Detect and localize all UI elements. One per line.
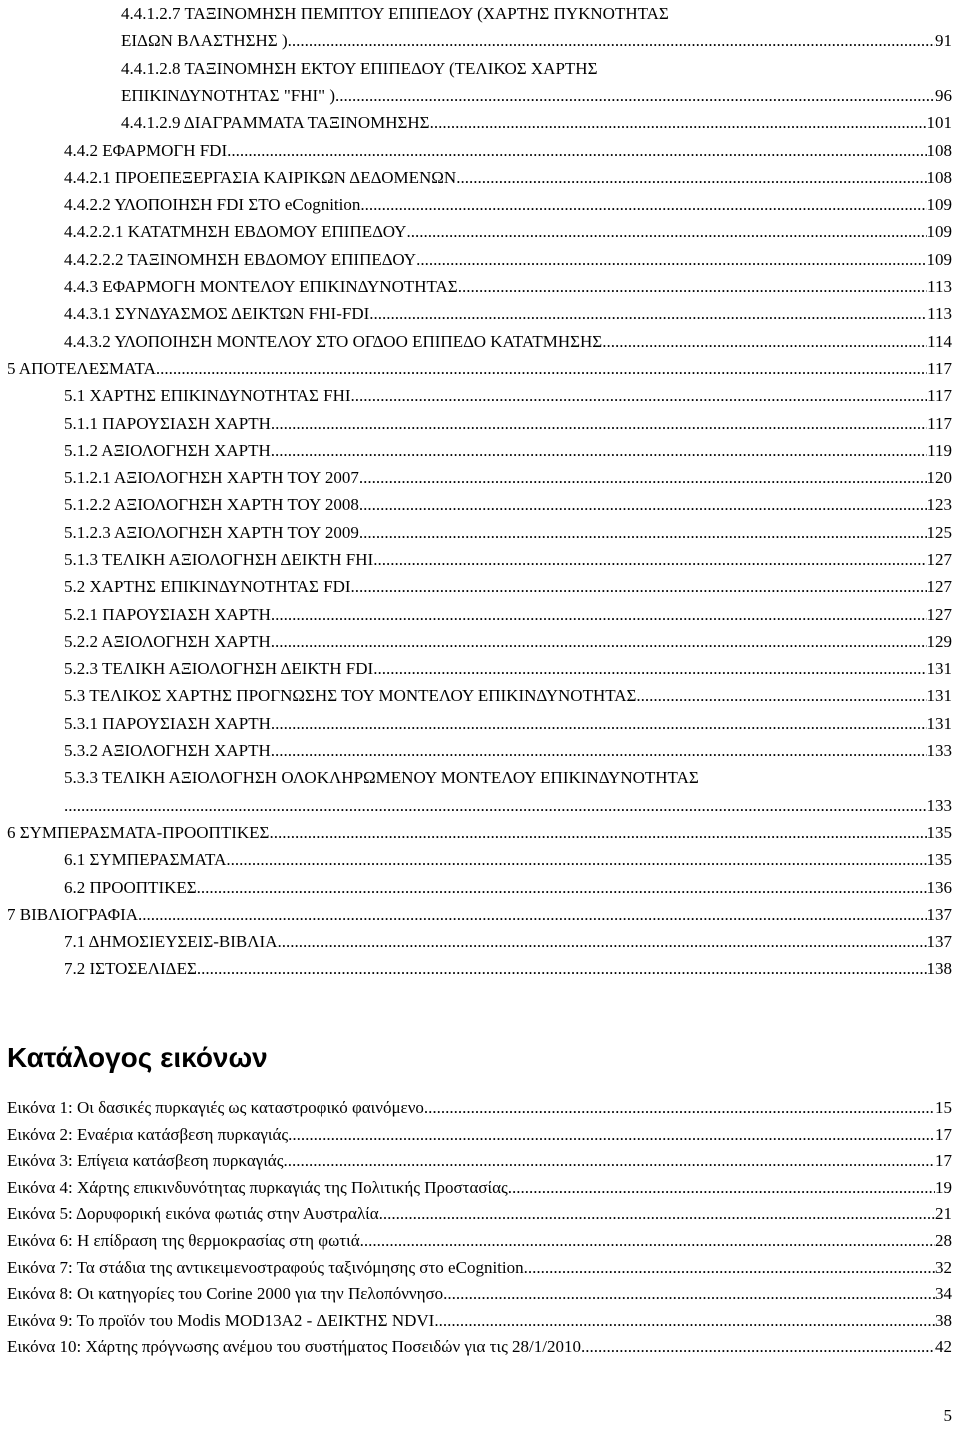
toc-entry-title: 5.1.3 ΤΕΛΙΚΗ ΑΞΙΟΛΟΓΗΣΗ ΔΕΙΚΤΗ FHI [64,550,374,569]
toc-entry-title: 5.1.2.3 ΑΞΙΟΛΟΓΗΣΗ ΧΑΡΤΗ ΤΟΥ 2009 [64,523,359,542]
toc-entry[interactable] [64,328,952,355]
toc-entry[interactable] [121,82,952,109]
toc-entry-title: 5.1 ΧΑΡΤΗΣ ΕΠΙΚΙΝΔΥΝΟΤΗΤΑΣ FHI [64,386,351,405]
toc-entry[interactable] [64,601,952,628]
toc-entry[interactable] [64,300,952,327]
dot-leader [424,1094,935,1121]
toc-entry[interactable] [64,874,952,901]
toc-entry-page: 135 [926,850,952,869]
toc-entry-title: ΕΠΙΚΙΝΔΥΝΟΤΗΤΑΣ "FHI" ). [121,86,340,105]
figure-entry[interactable] [7,1094,952,1121]
toc-entry-page: 137 [926,905,952,924]
toc-entry-page: 101 [926,113,952,132]
toc-entry-page: 91 [935,31,952,50]
toc-entry[interactable] [64,464,952,491]
toc-entry-page: 109 [926,250,952,269]
dot-leader [283,1147,935,1174]
dot-leader [524,1254,935,1281]
figure-entry-title: Εικόνα 4: Χάρτης επικινδυνότητας πυρκαγιάς της Πολιτικής Προστασίας [7,1178,508,1197]
toc-entry-page: 114 [927,332,952,351]
toc-entry-title: 4.4.2.2.2 ΤΑΞΙΝΟΜΗΣΗ ΕΒΔΟΜΟΥ ΕΠΙΠΕΔΟΥ [64,250,417,269]
dot-leader [271,410,927,437]
dot-leader [288,1121,935,1148]
dot-leader [456,164,926,191]
figure-entry-title: Εικόνα 6: Η επίδραση της θερμοκρασίας στη φωτιά [7,1231,360,1250]
toc-entry[interactable] [7,901,952,928]
figure-entry-title: Εικόνα 7: Τα στάδια της αντικειμενοστραφούς ταξινόμησης στο eCognition [7,1258,524,1277]
toc-entry-page: 117 [927,414,952,433]
toc-entry-page: 131 [926,714,952,733]
dot-leader [508,1174,935,1201]
toc-entry-page: 127 [926,550,952,569]
toc-entry[interactable] [64,682,952,709]
toc-entry-title: 5.1.1 ΠΑΡΟΥΣΙΑΣΗ ΧΑΡΤΗ [64,414,271,433]
toc-entry-page: 135 [926,823,952,842]
toc-entry-title: 5.3.1 ΠΑΡΟΥΣΙΑΣΗ ΧΑΡΤΗ [64,714,271,733]
toc-entry-title: 7.2 ΙΣΤΟΣΕΛΙΔΕΣ [64,959,197,978]
toc-entry-page: 109 [926,195,952,214]
toc-entry-title: 6.1 ΣΥΜΠΕΡΑΣΜΑΤΑ [64,850,227,869]
dot-leader [271,710,927,737]
dot-leader [360,1227,935,1254]
toc-entry-title: 7.1 ΔΗΜΟΣΙΕΥΣΕΙΣ-ΒΙΒΛΙΑ [64,932,278,951]
dot-leader [379,1200,935,1227]
dot-leader [64,792,927,819]
toc-entry[interactable] [64,519,952,546]
toc-entry-page: 127 [926,605,952,624]
figures-heading: Κατάλογος εικόνων [7,1042,268,1073]
dot-leader [360,191,926,218]
figure-entry-page: 34 [935,1284,952,1303]
dot-leader [434,1307,935,1334]
toc-entry-line1[interactable]: 4.4.1.2.8 ΤΑΞΙΝΟΜΗΣΗ ΕΚΤΟΥ ΕΠΙΠΕΔΟΥ (ΤΕΛΙΚΟΣ ΧΑΡΤΗΣ [121,59,598,78]
toc-entry-title: 4.4.2.1 ΠΡΟΕΠΕΞΕΡΓΑΣΙΑ ΚΑΙΡΙΚΩΝ ΔΕΔΟΜΕΝΩΝ [64,168,457,187]
toc-entry[interactable] [64,437,952,464]
dot-leader [443,1280,935,1307]
figure-entry-page: 21 [935,1204,952,1223]
toc-entry-title: 4.4.1.2.9 ΔΙΑΓΡΑΜΜΑΤΑ ΤΑΞΙΝΟΜΗΣΗΣ [121,113,430,132]
figure-entry-page: 38 [935,1311,952,1330]
toc-entry[interactable] [64,246,952,273]
dot-leader [373,655,926,682]
toc-entry-title: 5.3.2 ΑΞΙΟΛΟΓΗΣΗ ΧΑΡΤΗ [64,741,271,760]
figure-entry-page: 42 [935,1337,952,1356]
toc-entry-page: 108 [926,168,952,187]
figure-entry-page: 17 [935,1151,952,1170]
toc-entry-title: 7 ΒΙΒΛΙΟΓΡΑΦΙΑ [7,905,139,924]
page-number: 5 [943,1406,952,1425]
toc-entry-title: 4.4.3.1 ΣΥΝΔΥΑΣΜΟΣ ΔΕΙΚΤΩΝ FHI-FDI [64,304,370,323]
dot-leader [373,546,926,573]
figure-entry-page: 17 [935,1125,952,1144]
toc-entry-title: 5.3 ΤΕΛΙΚΟΣ ΧΑΡΤΗΣ ΠΡΟΓΝΩΣΗΣ ΤΟΥ ΜΟΝΤΕΛΟΥ ΕΠΙΚΙΝΔΥΝΟΤΗΤΑΣ [64,686,637,705]
toc-entry-page: 133 [926,741,952,760]
toc-entry-title: 4.4.3 ΕΦΑΡΜΟΓΗ ΜΟΝΤΕΛΟΥ ΕΠΙΚΙΝΔΥΝΟΤΗΤΑΣ [64,277,458,296]
figure-entry-title: Εικόνα 5: Δορυφορική εικόνα φωτιάς στην Αυστραλία [7,1204,379,1223]
toc-entry-title: 6 ΣΥΜΠΕΡΑΣΜΑΤΑ-ΠΡΟΟΠΤΙΚΕΣ [7,823,270,842]
toc-entry-title: 4.4.2.2 ΥΛΟΠΟΙΗΣΗ FDI ΣΤΟ eCognition [64,195,361,214]
toc-entry[interactable] [64,410,952,437]
dot-leader [269,819,926,846]
figure-entry-page: 32 [935,1258,952,1277]
toc-entry-page: 123 [926,495,952,514]
dot-leader [602,328,927,355]
toc-entry[interactable] [121,27,952,54]
toc-entry[interactable] [64,846,952,873]
toc-entry-page: 113 [927,304,952,323]
dot-leader [369,300,927,327]
dot-leader [138,901,926,928]
figure-entry-title: Εικόνα 8: Οι κατηγορίες του Corine 2000 για την Πελοπόννησο [7,1284,444,1303]
toc-entry-page: 120 [926,468,952,487]
figure-entry-page: 19 [935,1178,952,1197]
toc-entry-line1[interactable]: 4.4.1.2.7 ΤΑΞΙΝΟΜΗΣΗ ΠΕΜΠΤΟΥ ΕΠΙΠΕΔΟΥ (ΧΑΡΤΗΣ ΠΥΚΝΟΤΗΤΑΣ [121,4,669,23]
toc-entry[interactable] [64,164,952,191]
dot-leader [339,82,935,109]
dot-leader [156,355,927,382]
toc-entry[interactable] [64,218,952,245]
dot-leader [359,519,927,546]
dot-leader [359,464,927,491]
figure-entry-title: Εικόνα 10: Χάρτης πρόγνωσης ανέμου του συστήματος Ποσειδών για τις 28/1/2010 [7,1337,582,1356]
dot-leader [227,137,926,164]
figure-entry[interactable] [7,1200,952,1227]
toc-entry[interactable] [64,491,952,518]
dot-leader [271,737,927,764]
toc-entry-title: 6.2 ΠΡΟΟΠΤΙΚΕΣ [64,878,197,897]
toc-entry-page: 108 [926,141,952,160]
figure-entry[interactable] [7,1121,952,1148]
toc-entry-line1[interactable]: 5.3.3 ΤΕΛΙΚΗ ΑΞΙΟΛΟΓΗΣΗ ΟΛΟΚΛΗΡΩΜΕΝΟΥ ΜΟΝΤΕΛΟΥ ΕΠΙΚΙΝΔΥΝΟΤΗΤΑΣ [64,768,699,787]
toc-entry-page: 96 [935,86,952,105]
figure-entry-title: Εικόνα 3: Επίγεια κατάσβεση πυρκαγιάς [7,1151,284,1170]
toc-entry-page: 131 [926,659,952,678]
toc-entry[interactable] [7,819,952,846]
toc-entry[interactable] [64,137,952,164]
figure-entry-page: 28 [935,1231,952,1250]
toc-entry[interactable] [64,792,952,819]
toc-entry[interactable] [64,191,952,218]
figure-entry-title: Εικόνα 9: Το προϊόν του Modis MOD13A2 - ΔΕΙΚΤΗΣ NDVI [7,1311,435,1330]
dot-leader [277,928,926,955]
toc-entry-title: 5.1.2.1 ΑΞΙΟΛΟΓΗΣΗ ΧΑΡΤΗ ΤΟΥ 2007 [64,468,359,487]
figure-entry-page: 15 [935,1098,952,1117]
dot-leader [197,874,927,901]
dot-leader [351,382,928,409]
toc-entry-title: 4.4.2 ΕΦΑΡΜΟΓΗ FDI [64,141,228,160]
toc-entry-title: 5 ΑΠΟΤΕΛΕΣΜΑΤΑ [7,359,156,378]
dot-leader [271,601,927,628]
dot-leader [430,109,927,136]
toc-entry[interactable] [64,955,952,982]
toc-entry-title: 5.2.3 ΤΕΛΙΚΗ ΑΞΙΟΛΟΓΗΣΗ ΔΕΙΚΤΗ FDI [64,659,374,678]
toc-entry-page: 117 [927,359,952,378]
dot-leader [226,846,926,873]
toc-entry-page: 127 [926,577,952,596]
toc-entry-title: 5.2.2 ΑΞΙΟΛΟΓΗΣΗ ΧΑΡΤΗ [64,632,271,651]
figure-entry[interactable] [7,1254,952,1281]
dot-leader [406,218,926,245]
toc-entry-title: 5.1.2 ΑΞΙΟΛΟΓΗΣΗ ΧΑΡΤΗ [64,441,271,460]
toc-entry[interactable] [64,573,952,600]
figure-entry[interactable] [7,1227,952,1254]
figure-entry[interactable] [7,1147,952,1174]
toc-entry-title: 5.2 ΧΑΡΤΗΣ ΕΠΙΚΙΝΔΥΝΟΤΗΤΑΣ FDI [64,577,351,596]
toc-entry[interactable] [64,655,952,682]
toc-entry-title: 5.1.2.2 ΑΞΙΟΛΟΓΗΣΗ ΧΑΡΤΗ ΤΟΥ 2008 [64,495,359,514]
dot-leader [581,1333,935,1360]
toc-entry-page: 129 [926,632,952,651]
toc-entry-title: ΕΙΔΩΝ ΒΛΑΣΤΗΣΗΣ ). [121,31,292,50]
toc-entry-page: 133 [926,796,952,815]
toc-entry[interactable] [64,737,952,764]
figure-entry-title: Εικόνα 2: Εναέρια κατάσβεση πυρκαγιάς [7,1125,289,1144]
toc-entry[interactable] [64,546,952,573]
dot-leader [636,682,926,709]
figure-entry-title: Εικόνα 1: Οι δασικές πυρκαγιές ως καταστροφικό φαινόμενο [7,1098,424,1117]
dot-leader [458,273,927,300]
toc-entry-title: 5.2.1 ΠΑΡΟΥΣΙΑΣΗ ΧΑΡΤΗ [64,605,271,624]
toc-entry[interactable] [121,109,952,136]
dot-leader [197,955,927,982]
figure-entry[interactable] [7,1307,952,1334]
dot-leader [271,437,927,464]
toc-entry[interactable] [64,628,952,655]
toc-entry-page: 137 [926,932,952,951]
toc-entry-title: 4.4.2.2.1 ΚΑΤΑΤΜΗΣΗ ΕΒΔΟΜΟΥ ΕΠΙΠΕΔΟΥ [64,222,407,241]
toc-entry[interactable] [64,928,952,955]
toc-entry-page: 136 [926,878,952,897]
toc-entry-title: 4.4.3.2 ΥΛΟΠΟΙΗΣΗ ΜΟΝΤΕΛΟΥ ΣΤΟ ΟΓΔΟΟ ΕΠΙΠΕΔΟ ΚΑΤΑΤΜΗΣΗΣ [64,332,603,351]
dot-leader [271,628,927,655]
toc-entry-page: 138 [926,959,952,978]
toc-entry-page: 117 [927,386,952,405]
dot-leader [359,491,927,518]
toc-entry[interactable] [7,355,952,382]
figure-entry[interactable] [7,1174,952,1201]
toc-entry-page: 113 [927,277,952,296]
figure-entry[interactable] [7,1333,952,1360]
toc-entry-page: 125 [926,523,952,542]
toc-entry-page: 119 [927,441,952,460]
toc-entry-page: 109 [926,222,952,241]
dot-leader [416,246,926,273]
dot-leader [351,573,927,600]
toc-entry[interactable] [64,710,952,737]
toc-entry[interactable] [64,273,952,300]
toc-entry[interactable] [64,382,952,409]
figure-entry[interactable] [7,1280,952,1307]
dot-leader [292,27,935,54]
toc-entry-page: 131 [926,686,952,705]
